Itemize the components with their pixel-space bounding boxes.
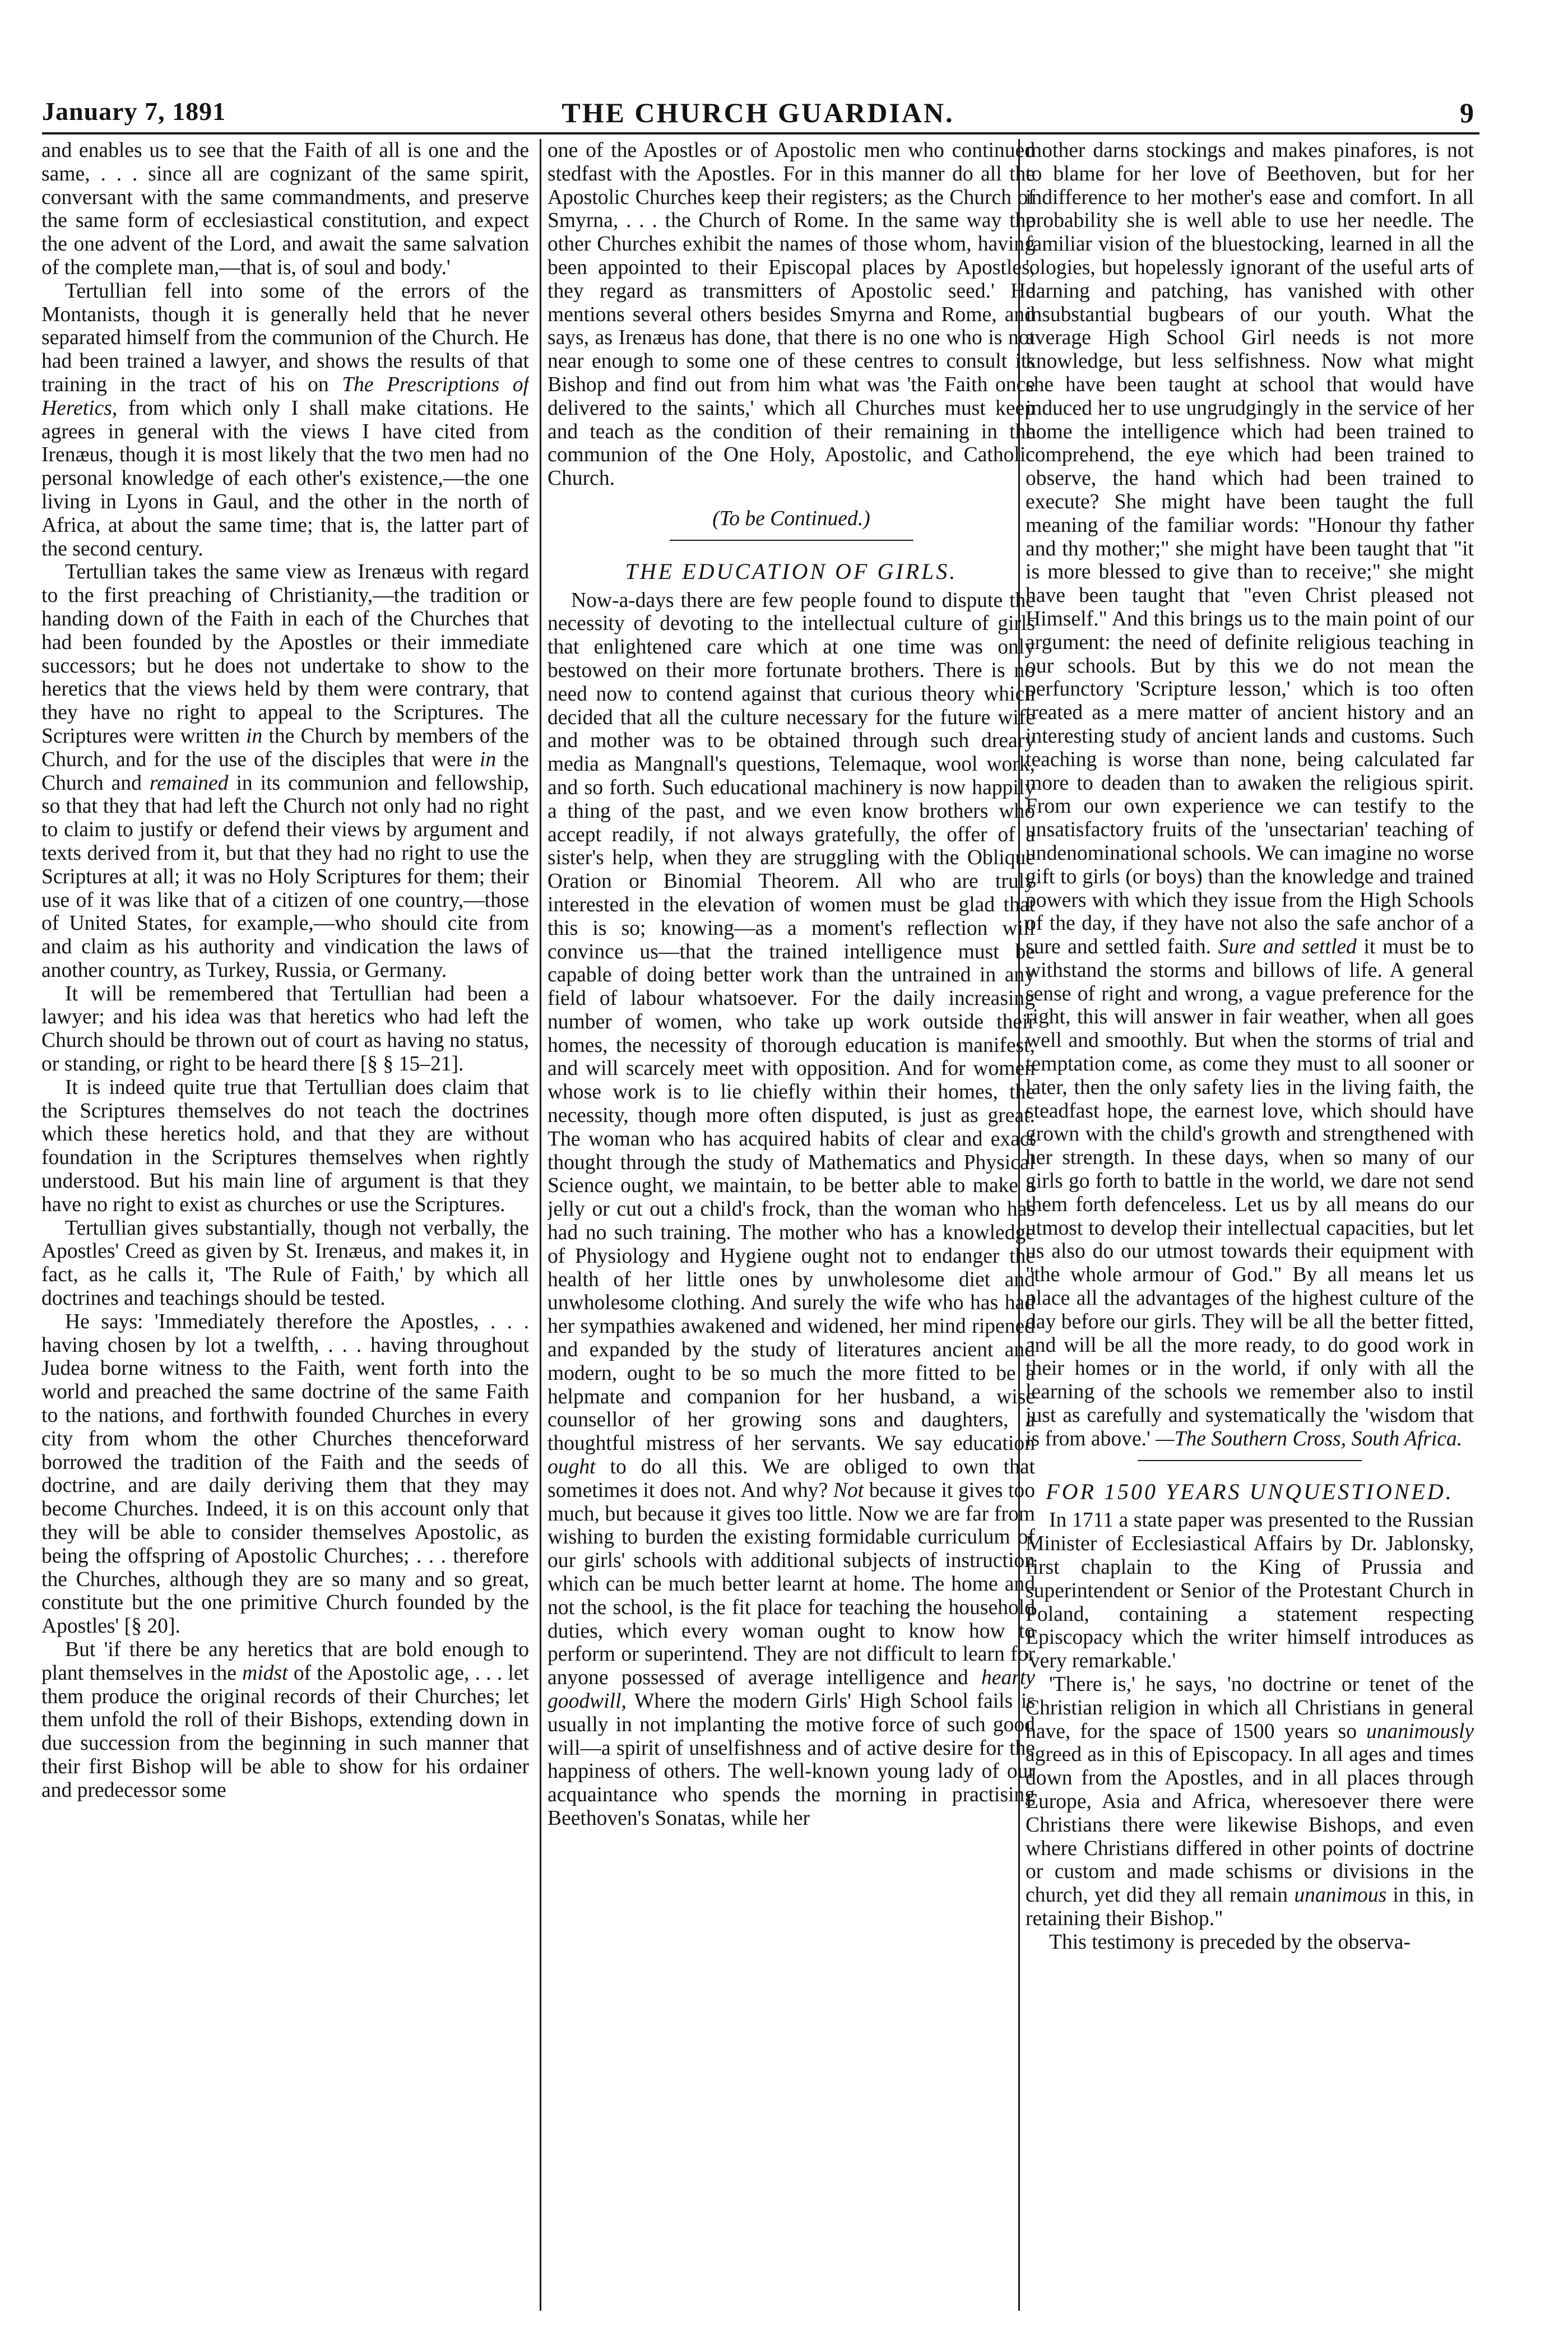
continued-note: (To be Continued.) xyxy=(712,507,870,530)
masthead: THE CHURCH GUARDIAN. xyxy=(562,97,954,128)
issue-date: January 7, 1891 xyxy=(42,97,226,126)
page-number: 9 xyxy=(1460,97,1474,128)
paragraph: Tertullian gives substantially, though not verbally, the Apostles' Creed as given by St. Irenæus, and makes it, in fact, as he calls it, 'The Rule of Faith,' by which all doctrines and teachings should be tested. xyxy=(41,1216,529,1310)
section-title: FOR 1500 YEARS UNQUESTIONED. xyxy=(1046,1478,1454,1504)
paragraph: This testimony is preceded by the observa- xyxy=(1049,1930,1411,1954)
section-title: THE EDUCATION OF GIRLS. xyxy=(625,558,958,584)
column-3 xyxy=(1026,139,1474,2314)
page-header xyxy=(42,96,1474,136)
paragraph: It will be remembered that Tertullian had been a lawyer; and his idea was that heretics who had left the Church should be thrown out of court as having no status, or standing, or right to be heard there [§ § 15–21]. xyxy=(41,982,529,1076)
section-divider xyxy=(1138,1460,1362,1461)
paragraph: It is indeed quite true that Tertullian does claim that the Scriptures themselves do not teach the doctrines which these heretics hold, and that they are without foundation in the Scriptures themselves when rightly understood. But his main line of argument is that they have no right to exist as churches or use the Scriptures. xyxy=(41,1075,529,1216)
column-rule-1 xyxy=(540,139,541,2311)
paragraph: Tertullian fell into some of the errors of the Montanists, though it is generally held that he never separated himself from the communion of the Church. He had been trained a lawyer, and shows the results of that training in the tract of his on The Prescriptions of Heretics, from which only I shall make citations. He agrees in general with the views I have cited from Irenæus, though it is most likely that the two men had no personal knowledge of each other's existence,—the one living in Lyons in Gaul, and the other in the north of Africa, at about the same time; that is, the latter part of the second century. xyxy=(41,279,529,560)
paragraph: In 1711 a state paper was presented to the Russian Minister of Ecclesiastical Affairs by Dr. Jablonsky, first chaplain to the King of Prussia and superintendent or Senior of the Protestant Church in Poland, containing a statement respecting Episcopacy which the writer himself introduces as 'very remarkable.' xyxy=(1026,1509,1474,1673)
paragraph: one of the Apostles or of Apostolic men who continued stedfast with the Apostles. For in this manner do all the Apostolic Churches keep their registers; as the Church of Smyrna, . . . the Church of Rome. In the same way the other Churches exhibit the names of those whom, having been appointed to their Episcopal places by Apostles, they regard as transmitters of Apostolic seed.' He mentions several others besides Smyrna and Rome, and says, as Irenæus has done, that there is no one who is not near enough to some one of these centres to consult its Bishop and find out from him what was 'the Faith once delivered to the saints,' which all Churches must keep and teach as the condition of their remaining in the communion of the One Holy, Apostolic, and Catholic Church. xyxy=(548,139,1035,490)
section-divider xyxy=(670,540,913,541)
paragraph: Tertullian takes the same view as Irenæus with regard to the first preaching of Christianity,—the tradition or handing down of the Faith in each of the Churches that had been founded by the Apostles or their immediate successors; but he does not undertake to show to the heretics that the views held by them were contrary, that they have no right to appeal to the Scriptures. The Scriptures were written in the Church by members of the Church, and for the use of the disciples that were in the Church and remained in its communion and fellowship, so that they that had left the Church not only had no right to claim to justify or defend their views by argument and texts derived from it, but that they had no right to use the Scriptures at all; it was no Holy Scriptures for them; their use of it was like that of a citizen of one country,—those of United States, for example,—who should cite from and claim as his authority and vindication the laws of another country, as Turkey, Russia, or Germany. xyxy=(41,560,529,982)
paragraph: Now-a-days there are few people found to dispute the necessity of devoting to the intellectual culture of girls that enlightened care which at one time was only bestowed on their more fortunate brothers. There is no need now to contend against that curious theory which decided that all the culture necessary for the future wife and mother was to be obtained through such dreary media as Mangnall's questions, Telemaque, wool work, and so forth. Such educational machinery is now happily a thing of the past, and we even know brothers who accept readily, if not always gratefully, the offer of a sister's help, when they are struggling with the Oblique Oration or Binomial Theorem. All who are truly interested in the elevation of women must be glad that this is so; knowing—as a moment's reflection will convince us—that the trained intelligence must be capable of doing better work than the untrained in any field of labour whatsoever. For the daily increasing number of women, who take up work outside their homes, the necessity of thorough education is manifest, and will scarcely meet with opposition. And for women whose work is to lie chiefly within their homes, the necessity, though more often disputed, is just as great. The woman who has acquired habits of clear and exact thought through the study of Mathematics and Physical Science ought, we maintain, to be better able to make a jelly or cut out a child's frock, than the woman who has had no such training. The mother who has a knowledge of Physiology and Hygiene ought not to endanger the health of her little ones by unwholesome diet and unwholesome clothing. And surely the wife who has had her sympathies awakened and widened, her mind ripened and expanded by the study of literatures ancient and modern, ought to be so much the more fitted to be a helpmate and companion for her husband, a wise counsellor of her growing sons and daughters, a thoughtful mistress of her servants. We say education ought to do all this. We are obliged to own that sometimes it does not. And why? Not because it gives too much, but because it gives too little. Now we are far from wishing to burden the existing formidable curriculum of our girls' schools with additional subjects of instruction which can be much better learnt at home. The home and not the school, is the fit place for teaching the household duties, which every woman ought to know how to perform or superintend. They are not difficult to learn for anyone possessed of average intelligence and hearty goodwill, Where the modern Girls' High School fails is usually in not implanting the motive force of such good will—a spirit of unselfishness and of active desire for the happiness of others. The well-known young lady of our acquaintance who spends the morning in practising Beethoven's Sonatas, while her xyxy=(548,588,1035,1830)
header-rule xyxy=(42,132,1479,135)
paragraph: mother darns stockings and makes pinafores, is not to blame for her love of Beethoven, but for her indifference to her mother's ease and comfort. In all probability she is well able to use her needle. The familiar vision of the bluestocking, learned in all the 'ologies, but hopelessly ignorant of the useful arts of darning and patching, has vanished with other insubstantial bugbears of our youth. What the average High School Girl needs is not more knowledge, but less selfishness. Now what might she have been taught at school that would have induced her to use ungrudgingly in the service of her home the intelligence which had been trained to comprehend, the eye which had been trained to observe, the hand which had been trained to execute? She might have been taught the full meaning of the familiar words: "Honour thy father and thy mother;" she might have been taught that "it is more blessed to give than to receive;" she might have been taught that "even Christ pleased not Himself." And this brings us to the main point of our argument: the need of definite religious teaching in our schools. But by this we do not mean the perfunctory 'Scripture lesson,' which is too often treated as a mere matter of ancient history and an interesting study of ancient lands and customs. Such teaching is worse than none, being calculated far more to deaden than to awaken the religious spirit. From our own experience we can testify to the unsatisfactory fruits of the 'unsectarian' teaching of undenominational schools. We can imagine no worse gift to girls (or boys) than the knowledge and trained powers with which they issue from the High Schools of the day, if they have not also the safe anchor of a sure and settled faith. Sure and settled it must be to withstand the storms and billows of life. A general sense of right and wrong, a vague preference for the right, this will answer in fair weather, when all goes well and smoothly. But when the storms of trial and temptation come, as come they must to all sooner or later, then the only safety lies in the living faith, the steadfast hope, the earnest love, which should have grown with the child's growth and strengthened with her strength. In these days, when so many of our girls go forth to battle in the world, we dare not send them forth defenceless. Let us by all means do our utmost to develop their intellectual capacities, but let us also do our utmost towards their equipment with "the whole armour of God." By all means let us place all the advantages of the highest culture of the day before our girls. They will be all the better fitted, and will be all the more ready, to do good work in their homes or in the world, if only with all the learning of the schools we remember also to instil just as carefully and systematically the 'wisdom that is from above.' —The Southern Cross, South Africa. xyxy=(1026,139,1474,1450)
paragraph: He says: 'Immediately therefore the Apostles, . . . having chosen by lot a twelfth, . . . having throughout Judea borne witness to the Faith, went forth into the world and preached the same doctrine of the same Faith to the nations, and forthwith founded Churches in every city from whom the other Churches thenceforward borrowed the tradition of the Faith and the seeds of doctrine, and are daily deriving them that they may become Churches. Indeed, it is on this account only that they will be able to consider themselves Apostolic, as being the offspring of Apostolic Churches; . . . therefore the Churches, although they are so many and so great, constitute but the one primitive Church founded by the Apostles' [§ 20]. xyxy=(41,1310,529,1638)
article-source: —The Southern Cross, South Africa. xyxy=(1156,1427,1463,1450)
column-2 xyxy=(548,139,1035,2314)
paragraph: 'There is,' he says, 'no doctrine or tenet of the Christian religion in which all Christians in general have, for the space of 1500 years so unanimously agreed as in this of Episcopacy. In all ages and times down from the Apostles, and in all places through Europe, Asia and Africa, wheresoever there were Christians there were likewise Bishops, and even where Christians differed in other points of doctrine or custom and made schisms or divisions in the church, yet did they all remain unanimous in this, in retaining their Bishop." xyxy=(1026,1673,1474,1930)
paragraph: and enables us to see that the Faith of all is one and the same, . . . since all are cognizant of the same spirit, conversant with the same commandments, and preserve the same form of ecclesiastical constitution, and expect the one advent of the Lord, and await the same salvation of the complete man,—that is, of soul and body.' xyxy=(41,139,529,279)
paragraph: But 'if there be any heretics that are bold enough to plant themselves in the midst of the Apostolic age, . . . let them produce the original records of their Churches; let them unfold the roll of their Bishops, extending down in due succession from the beginning in such manner that their first Bishop will be able to show for his ordainer and predecessor some xyxy=(41,1638,529,1802)
book-title: The Prescriptions of Heretics, xyxy=(41,373,529,420)
column-1 xyxy=(41,139,529,2314)
